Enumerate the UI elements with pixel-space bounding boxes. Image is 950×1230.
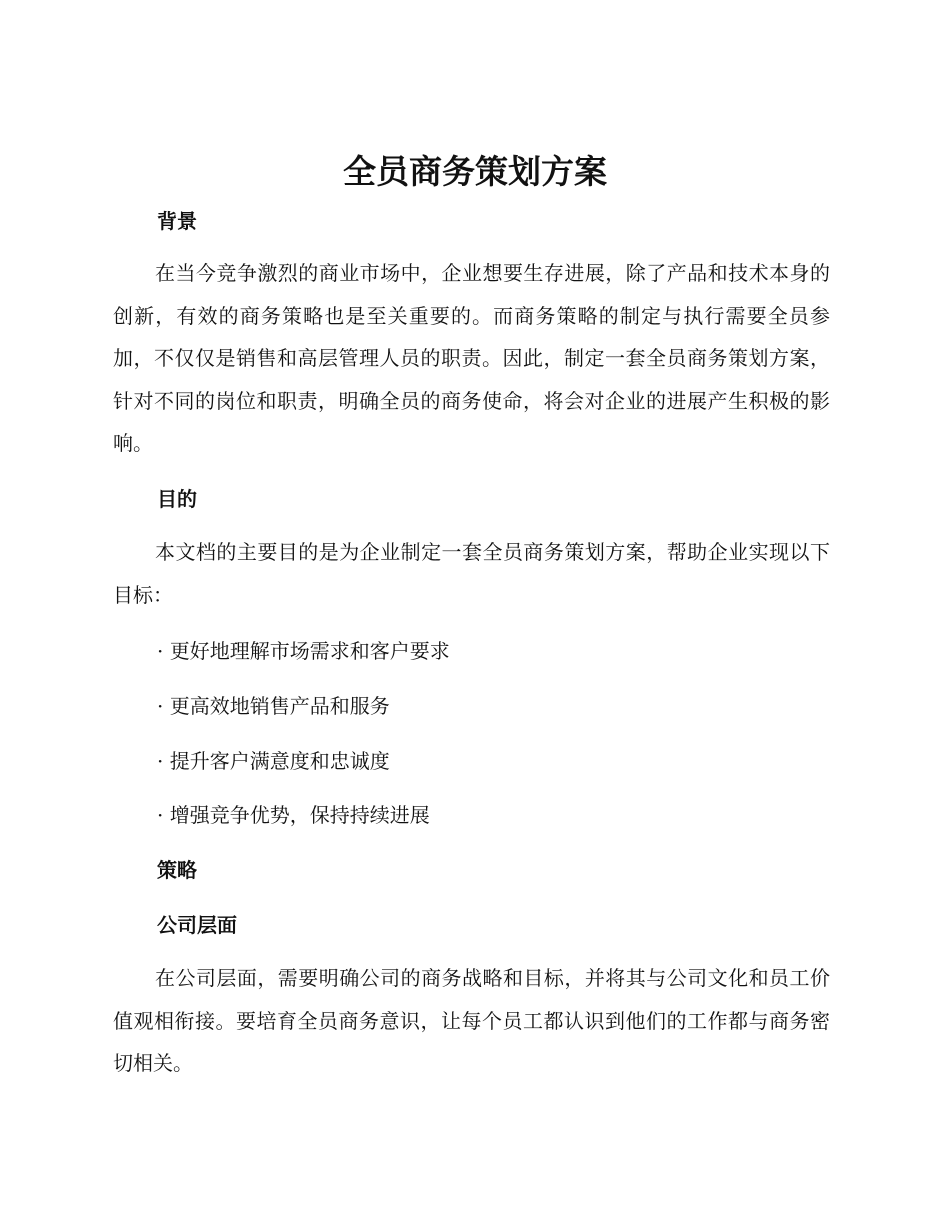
heading-background: 背景 xyxy=(157,209,197,233)
bullet-item: · 更高效地销售产品和服务 xyxy=(157,694,390,718)
bullet-item: · 更好地理解市场需求和客户要求 xyxy=(157,639,450,663)
paragraph-purpose: 本文档的主要目的是为企业制定一套全员商务策划方案，帮助企业实现以下目标： xyxy=(113,540,830,607)
document-title: 全员商务策划方案 xyxy=(343,152,607,191)
heading-company-level: 公司层面 xyxy=(157,913,237,937)
heading-strategy: 策略 xyxy=(157,858,197,882)
bullet-item: · 增强竞争优势，保持持续进展 xyxy=(157,803,430,827)
paragraph-company-level: 在公司层面，需要明确公司的商务战略和目标，并将其与公司文化和员工价值观相衔接。要培育全员商务意识，让每个员工都认识到他们的工作都与商务密切相关。 xyxy=(113,966,830,1075)
heading-purpose: 目的 xyxy=(157,487,197,511)
bullet-item: · 提升客户满意度和忠诚度 xyxy=(157,749,390,773)
paragraph-background: 在当今竞争激烈的商业市场中，企业想要生存进展，除了产品和技术本身的创新，有效的商务策略也是至关重要的。而商务策略的制定与执行需要全员参加，不仅仅是销售和高层管理人员的职责。因此，制定一套全员商务策划方案，针对不同的岗位和职责，明确全员的商务使命，将会对企业的进展产生积极的影响。 xyxy=(113,261,830,455)
